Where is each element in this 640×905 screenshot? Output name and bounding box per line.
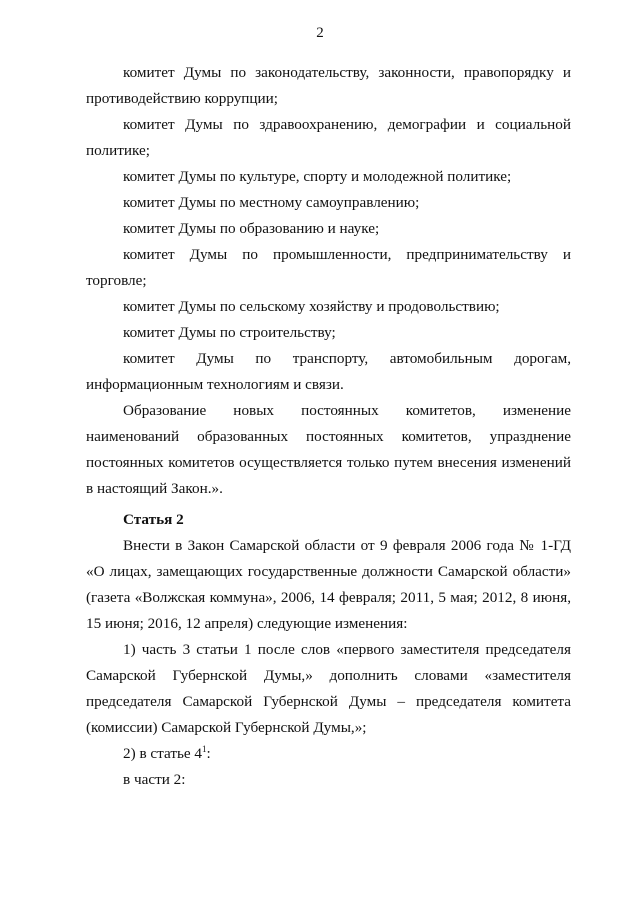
page-number: 2 [316,25,324,41]
committee-item: комитет Думы по законодательству, законности, правопорядку и противодействию коррупции; [86,64,571,107]
article-heading: Статья 2 [123,511,184,528]
amendment-subitem: в части 2: [123,771,186,788]
committee-item: комитет Думы по промышленности, предпринимательству и торговле; [86,246,571,289]
article-intro: Внести в Закон Самарской области от 9 февраля 2006 года № 1-ГД «О лицах, замещающих государственные должности Самарской области» (газета «Волжская коммуна», 2006, 14 февраля; 2011, 5 мая; 2012, 8 июня, 15 июня; 2016, 12 апреля) следующие изменения: [86,537,571,632]
committee-item: комитет Думы по местному самоуправлению; [123,194,420,211]
amendment-item-2-text: 2) в статье 4 [123,745,203,762]
amendment-item-1: 1) часть 3 статьи 1 после слов «первого заместителя председателя Самарской Губернской Думы,» дополнить словами «заместителя председателя Самарской Губернской Думы – председателя комитета (комиссии) Самарской Губернской Думы,»; [86,641,571,736]
superscript: 1 [202,744,207,754]
committee-item: комитет Думы по культуре, спорту и молодежной политике; [123,168,512,185]
committee-item: комитет Думы по здравоохранению, демографии и социальной политике; [86,116,571,159]
document-body [86,60,571,793]
formation-paragraph: Образование новых постоянных комитетов, изменение наименований образованных постоянных комитетов, упразднение постоянных комитетов осуществляется только путем внесения изменений в настоящий Закон.». [86,402,571,497]
committee-item: комитет Думы по сельскому хозяйству и продовольствию; [123,298,500,315]
amendment-item-2 [86,741,571,767]
committee-item: комитет Думы по транспорту, автомобильным дорогам, информационным технологиям и связи. [86,350,571,393]
amendment-item-2-suffix: : [206,745,211,762]
committee-item: комитет Думы по строительству; [123,324,336,341]
committee-item: комитет Думы по образованию и науке; [123,220,380,237]
